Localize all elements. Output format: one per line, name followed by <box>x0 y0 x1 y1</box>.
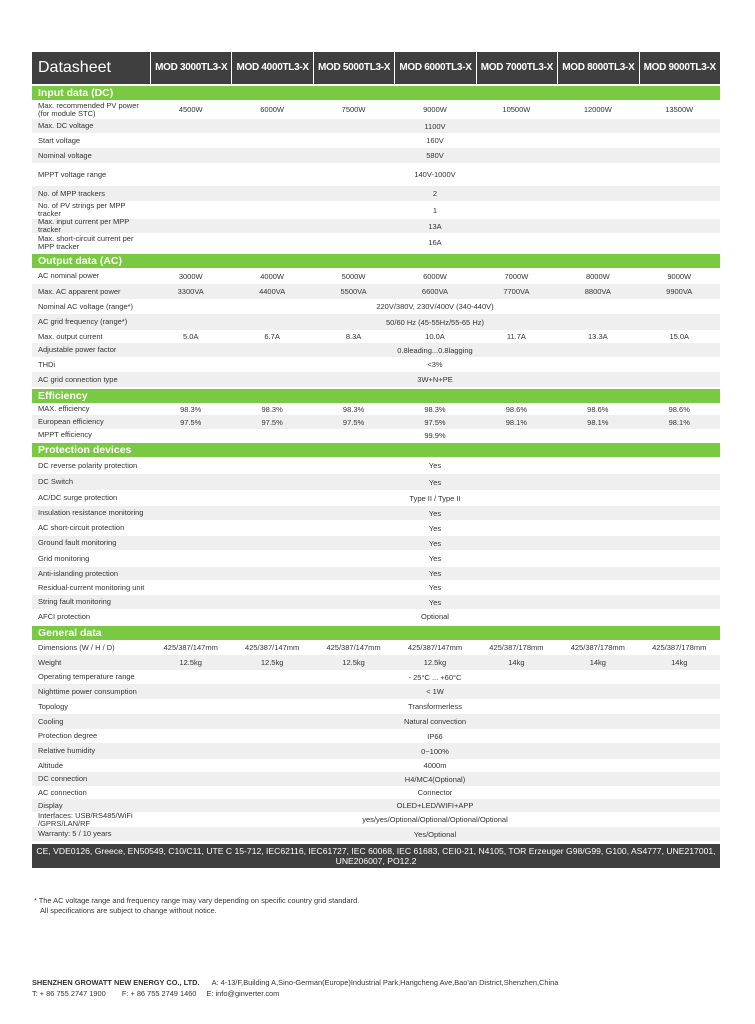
row-value: 4000W <box>260 271 285 281</box>
table-row <box>32 163 720 186</box>
table-row <box>32 330 720 343</box>
row-label: Cooling <box>38 716 64 726</box>
table-row <box>32 786 720 799</box>
row-value: 12.5kg <box>179 658 202 667</box>
table-row <box>32 580 720 595</box>
row-value: 15.0A <box>669 332 690 341</box>
notes <box>34 896 359 916</box>
table-row <box>32 415 720 429</box>
row-value: 9000W <box>667 271 692 281</box>
row-value: 220V/380V, 230V/400V (340-440V) <box>376 302 494 311</box>
row-value: 9000W <box>423 105 447 114</box>
row-value: 6600VA <box>421 287 449 296</box>
table-row <box>32 759 720 772</box>
row-value: 97.5% <box>261 417 283 427</box>
section-header: General data <box>32 626 720 640</box>
row-value: 2 <box>432 189 438 198</box>
row-value: Optional <box>421 612 449 621</box>
row-value: 12000W <box>583 105 612 114</box>
table-row <box>32 474 720 490</box>
row-value: 5000W <box>341 271 366 281</box>
row-value: 13500W <box>665 105 694 114</box>
row-label: Ground fault monitoring <box>38 538 117 548</box>
row-label: Max. recommended PV power (for module STC) <box>38 100 139 118</box>
row-value: 11.7A <box>506 332 526 341</box>
row-label: Start voltage <box>38 135 81 145</box>
row-value: 6000W <box>260 105 285 114</box>
row-label: MPPT efficiency <box>38 430 92 440</box>
row-label: AC grid connection type <box>38 374 118 384</box>
table-row <box>32 343 720 357</box>
section-header: Efficiency <box>32 389 720 403</box>
datasheet-table <box>32 52 720 868</box>
row-value: 98.3% <box>261 404 283 414</box>
row-value: 425/387/147mm <box>163 643 218 652</box>
row-label: Operating temperature range <box>38 672 135 682</box>
datasheet-title: Datasheet <box>38 59 111 76</box>
row-value: 580V <box>426 151 444 160</box>
row-value: 3300VA <box>177 287 204 296</box>
row-label: Nominal AC voltage (range*) <box>38 301 134 311</box>
row-value: 425/387/178mm <box>570 643 625 652</box>
row-label: Nighttime power consumption <box>38 686 137 696</box>
row-value: 425/387/147mm <box>407 643 463 652</box>
row-value: Yes <box>428 508 442 518</box>
table-header <box>32 52 720 84</box>
table-row <box>32 714 720 729</box>
row-value: 12.5kg <box>342 658 365 667</box>
row-label: Insulation resistance monitoring <box>38 508 144 518</box>
row-value: Connector <box>417 788 453 797</box>
table-row <box>32 314 720 330</box>
table-row <box>32 233 720 252</box>
row-label: No. of MPP trackers <box>38 188 105 198</box>
row-value: 98.6% <box>668 404 690 414</box>
row-label: String fault monitoring <box>38 597 111 607</box>
row-value: 98.3% <box>180 404 202 414</box>
table-row <box>32 403 720 415</box>
section-header: Output data (AC) <box>32 254 720 268</box>
row-value: 4400VA <box>259 287 286 296</box>
row-value: 1100V <box>424 121 446 131</box>
row-label: Nominal voltage <box>38 150 92 160</box>
model-column-header: MOD 8000TL3-X <box>557 52 638 84</box>
table-row <box>32 655 720 670</box>
row-value: Yes <box>428 554 442 563</box>
row-label: AC nominal power <box>38 271 100 281</box>
table-row <box>32 268 720 284</box>
row-value: 98.3% <box>424 404 446 414</box>
table-row <box>32 699 720 714</box>
row-value: 97.5% <box>424 417 446 427</box>
table-row <box>32 357 720 372</box>
row-label: Max. AC apparent power <box>38 286 121 296</box>
row-value: 50/60 Hz (45-55Hz/55-65 Hz) <box>386 317 484 327</box>
row-value: 4500W <box>178 105 203 114</box>
table-row <box>32 729 720 743</box>
table-row <box>32 536 720 550</box>
row-value: 14kg <box>589 658 606 667</box>
row-value: 425/387/178mm <box>652 643 707 652</box>
row-value: 97.5% <box>180 417 202 427</box>
row-value: 3W+N+PE <box>417 375 453 384</box>
row-value: Yes <box>428 583 442 592</box>
row-value: 5500VA <box>340 287 367 296</box>
row-value: Yes/Optional <box>413 829 457 839</box>
table-row <box>32 457 720 474</box>
row-label: MPPT voltage range <box>38 169 107 179</box>
row-value: 10.0A <box>425 332 445 341</box>
row-value: <3% <box>427 360 443 369</box>
row-value: IP66 <box>427 731 443 741</box>
section-header: Input data (DC) <box>32 86 720 100</box>
section-header: Protection devices <box>32 443 720 457</box>
row-value: 0~100% <box>421 746 449 756</box>
row-label: Protection degree <box>38 731 98 741</box>
row-value: Yes <box>428 477 442 487</box>
company-email[interactable]: E: info@ginverter.com <box>206 989 280 998</box>
row-label: Warranty: 5 / 10 years <box>38 829 112 839</box>
company-phone: T: + 86 755 2747 1900 <box>32 989 106 998</box>
row-value: < 1W <box>426 687 444 696</box>
row-value: 14kg <box>508 658 525 667</box>
row-value: 7000W <box>504 271 529 281</box>
row-value: 99.9% <box>424 430 446 440</box>
row-label: Adjustable power factor <box>38 345 117 355</box>
table-row <box>32 567 720 580</box>
row-label: AC short-circuit protection <box>38 523 125 533</box>
row-value: 0.8leading...0.8lagging <box>397 345 473 355</box>
note-spec-change: All specifications are subject to change without notice. <box>40 906 217 915</box>
table-row <box>32 520 720 536</box>
row-value: 425/387/147mm <box>245 643 300 652</box>
table-row <box>32 133 720 148</box>
row-value: 98.6% <box>505 404 528 414</box>
row-label: Weight <box>38 657 62 667</box>
table-row <box>32 799 720 812</box>
table-row <box>32 186 720 201</box>
footer <box>32 977 558 999</box>
row-label: THDi <box>38 359 56 369</box>
model-column-header: MOD 7000TL3-X <box>476 52 557 84</box>
row-label: Display <box>38 800 63 810</box>
row-label: Interfaces: USB/RS485/WiFi /GPRS/LAN/RF <box>38 810 133 828</box>
row-label: No. of PV strings per MPP tracker <box>38 201 126 218</box>
row-label: AC grid frequency (range*) <box>38 317 128 327</box>
row-value: 5.0A <box>182 332 199 341</box>
model-column-header: MOD 4000TL3-X <box>231 52 312 84</box>
row-value: 1 <box>432 205 438 215</box>
table-row <box>32 640 720 655</box>
table-row <box>32 812 720 827</box>
row-label: Anti-islanding protection <box>38 568 119 578</box>
model-column-header: MOD 3000TL3-X <box>150 52 231 84</box>
row-value: Yes <box>428 461 442 470</box>
certifications: CE, VDE0126, Greece, EN50549, C10/C11, UTE C 15-712, IEC62116, IEC61727, IEC 60068, IEC 61683, CEI0-21, N4105, TOR Erzeuger G98/G99, G100, AS4777, UNE217001, UNE206007, PO12.2 <box>32 844 720 868</box>
row-label: AFCI protection <box>38 611 91 621</box>
row-value: 6.7A <box>264 332 280 341</box>
table-row <box>32 148 720 163</box>
table-row <box>32 609 720 624</box>
row-label: Residual-current monitoring unit <box>38 582 145 592</box>
table-row <box>32 284 720 299</box>
row-label: Max. DC voltage <box>38 121 94 131</box>
row-value: 140V-1000V <box>414 170 456 179</box>
row-value: 8800VA <box>584 287 611 296</box>
row-label: DC connection <box>38 774 88 784</box>
company-address: A: 4-13/F,Building A,Sino-German(Europe)Industrial Park,Hangcheng Ave,Bao'an District,Shenzhen,China <box>211 978 559 987</box>
row-value: 98.1% <box>505 417 528 427</box>
row-value: Type II / Type II <box>409 493 461 503</box>
row-value: Natural convection <box>403 717 467 726</box>
table-row <box>32 684 720 699</box>
table-row <box>32 429 720 441</box>
note-voltage: * The AC voltage range and frequency range may vary depending on specific country grid standard. <box>34 896 360 905</box>
row-value: 10500W <box>502 105 531 114</box>
row-value: 4000m <box>423 761 447 770</box>
row-label: MAX. efficiency <box>38 404 90 414</box>
row-value: 9900VA <box>666 287 693 296</box>
model-column-header: MOD 5000TL3-X <box>313 52 394 84</box>
table-row <box>32 490 720 506</box>
table-row <box>32 219 720 233</box>
row-value: 12.5kg <box>260 658 284 667</box>
table-row <box>32 299 720 314</box>
row-value: 12.5kg <box>423 658 447 667</box>
table-row <box>32 670 720 684</box>
table-row <box>32 119 720 133</box>
table-row <box>32 100 720 119</box>
row-value: 14kg <box>671 658 688 667</box>
row-value: 98.6% <box>587 404 609 414</box>
table-row <box>32 550 720 567</box>
company-fax: F: + 86 755 2749 1460 <box>121 989 197 998</box>
company-name: SHENZHEN GROWATT NEW ENERGY CO., LTD. <box>32 978 200 987</box>
row-value: OLED+LED/WIFI+APP <box>396 801 474 810</box>
row-label: DC Switch <box>38 477 74 487</box>
row-value: 98.1% <box>587 417 609 427</box>
table-row <box>32 772 720 786</box>
row-label: European efficiency <box>38 417 104 427</box>
row-value: 160V <box>426 136 444 145</box>
row-label: AC connection <box>38 787 87 797</box>
row-label: Max. input current per MPP tracker <box>38 217 130 234</box>
row-value: 3000W <box>178 271 203 281</box>
row-value: Yes <box>428 523 442 533</box>
row-value: 98.1% <box>668 417 690 427</box>
model-column-header: MOD 9000TL3-X <box>639 52 720 84</box>
row-label: AC/DC surge protection <box>38 493 118 503</box>
row-value: - 25°C ... +60°C <box>408 672 462 682</box>
row-value: 7700VA <box>503 287 530 296</box>
row-value: 8000W <box>585 271 610 281</box>
row-value: Yes <box>428 538 442 548</box>
row-value: 13.3A <box>588 332 608 341</box>
row-value: Yes <box>428 569 442 578</box>
row-value: 7500W <box>341 105 366 114</box>
row-label: DC reverse polarity protection <box>38 460 138 470</box>
row-value: 97.5% <box>342 417 365 427</box>
row-value: 13A <box>428 221 442 231</box>
row-value: 8.3A <box>345 332 362 341</box>
row-label: Max. short-circuit current per MPP tracker <box>38 233 134 251</box>
row-label: Max. output current <box>38 331 103 341</box>
row-label: Relative humidity <box>38 746 96 756</box>
row-value: Transformerless <box>408 702 462 711</box>
model-column-header: MOD 6000TL3-X <box>394 52 475 84</box>
table-body <box>32 86 720 841</box>
row-value: 425/387/147mm <box>326 643 381 652</box>
row-value: H4/MC4(Optional) <box>404 774 466 784</box>
row-label: Dimensions (W / H / D) <box>38 642 115 652</box>
row-value: Yes <box>428 597 442 607</box>
table-row <box>32 743 720 759</box>
row-label: Altitude <box>38 760 64 770</box>
row-value: yes/yes/Optional/Optional/Optional/Optional <box>362 815 508 824</box>
table-row <box>32 595 720 609</box>
row-value: 6000W <box>423 271 447 281</box>
row-value: 98.3% <box>342 404 365 414</box>
table-row <box>32 827 720 841</box>
row-value: 16A <box>428 238 442 247</box>
table-row <box>32 506 720 520</box>
table-row <box>32 201 720 219</box>
row-label: Topology <box>38 701 69 711</box>
row-value: 425/387/178mm <box>489 643 544 652</box>
row-label: Grid monitoring <box>38 553 90 563</box>
table-row <box>32 372 720 387</box>
